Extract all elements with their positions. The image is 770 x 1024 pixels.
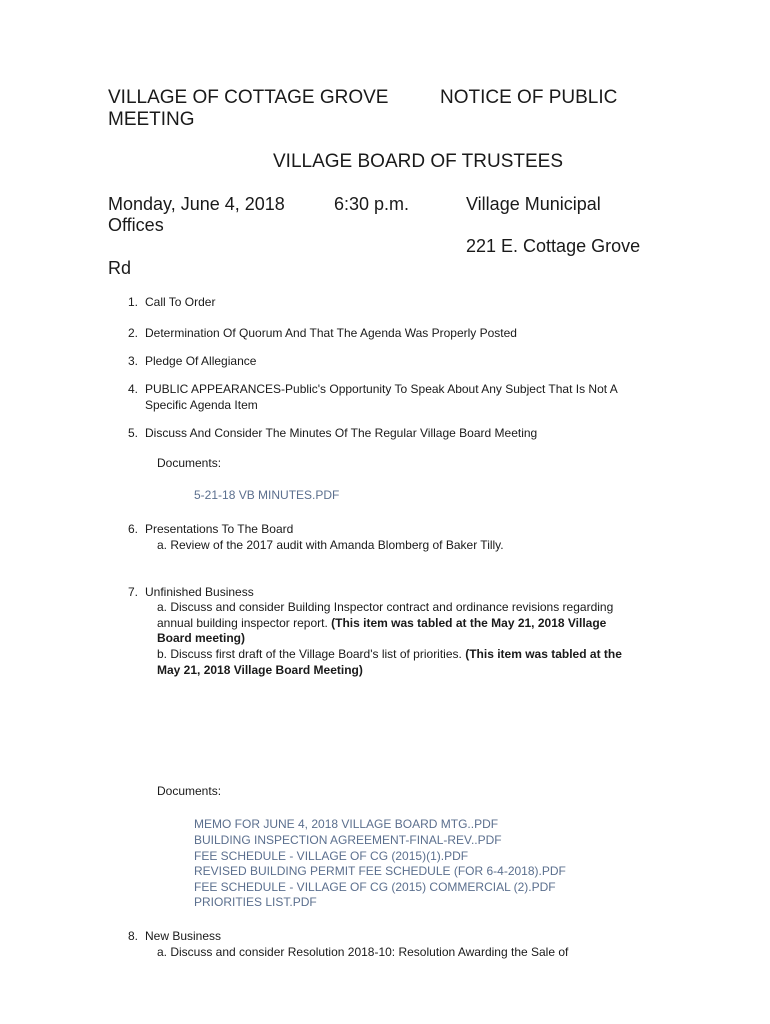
agenda-item-public-appearances-cont: Specific Agenda Item xyxy=(145,398,258,412)
board-title: VILLAGE BOARD OF TRUSTEES xyxy=(273,151,564,172)
agenda-number: 3. xyxy=(127,354,138,368)
documents-label: Documents: xyxy=(157,456,222,470)
agenda-number: 4. xyxy=(127,382,138,396)
meeting-address-cont: Rd xyxy=(108,258,132,278)
agenda-number: 2. xyxy=(127,326,138,340)
agenda-item-new-business: New Business xyxy=(145,929,222,943)
village-name: VILLAGE OF COTTAGE GROVE xyxy=(108,87,389,108)
document-link-revised-permit-fee[interactable]: REVISED BUILDING PERMIT FEE SCHEDULE (FOR 6-4-2018).PDF xyxy=(194,864,566,878)
agenda-subitem-building-inspector: a. Discuss and consider Building Inspector contract and ordinance revisions regarding xyxy=(157,600,614,614)
agenda-subitem-resolution: a. Discuss and consider Resolution 2018-10: Resolution Awarding the Sale of xyxy=(157,945,569,959)
agenda-number: 7. xyxy=(127,585,138,599)
meeting-date: Monday, June 4, 2018 xyxy=(108,194,285,214)
document-link-minutes[interactable]: 5-21-18 VB MINUTES.PDF xyxy=(194,488,340,502)
notice-title: NOTICE OF PUBLIC xyxy=(440,87,618,108)
meeting-time: 6:30 p.m. xyxy=(334,194,410,214)
tabled-note: (This item was tabled at the xyxy=(465,647,622,661)
subitem-text: annual building inspector report. xyxy=(157,616,328,630)
agenda-number: 1. xyxy=(127,295,138,309)
tabled-note-text: May 21, 2018 Village Board Meeting) xyxy=(157,663,363,677)
documents-label: Documents: xyxy=(157,784,222,798)
tabled-note-text: Board meeting) xyxy=(157,631,246,645)
document-link-priorities-list[interactable]: PRIORITIES LIST.PDF xyxy=(194,895,317,909)
notice-title-cont: MEETING xyxy=(108,109,195,130)
tabled-note-cont xyxy=(157,663,363,677)
document-link-inspection-agreement[interactable]: BUILDING INSPECTION AGREEMENT-FINAL-REV..PDF xyxy=(194,833,502,847)
agenda-number: 5. xyxy=(127,426,138,440)
subitem-text: b. Discuss first draft of the Village Board's list of priorities. xyxy=(157,647,462,661)
meeting-location: Village Municipal xyxy=(466,194,601,214)
agenda-item-unfinished-business: Unfinished Business xyxy=(145,585,254,599)
tabled-note-cont xyxy=(157,631,245,645)
tabled-note: (This item was tabled at the May 21, 2018 Village xyxy=(331,616,607,630)
agenda-number: 8. xyxy=(127,929,138,943)
agenda-item-presentations: Presentations To The Board xyxy=(145,522,294,536)
agenda-subitem-priorities xyxy=(157,647,622,661)
agenda-subitem-building-inspector-cont xyxy=(157,616,606,630)
meeting-address: 221 E. Cottage Grove xyxy=(466,236,641,256)
document-link-fee-schedule[interactable]: FEE SCHEDULE - VILLAGE OF CG (2015)(1).PDF xyxy=(194,849,469,863)
agenda-item-public-appearances: PUBLIC APPEARANCES-Public's Opportunity To Speak About Any Subject That Is Not A xyxy=(145,382,618,396)
document-link-fee-schedule-commercial[interactable]: FEE SCHEDULE - VILLAGE OF CG (2015) COMMERCIAL (2).PDF xyxy=(194,880,556,894)
document-link-memo[interactable]: MEMO FOR JUNE 4, 2018 VILLAGE BOARD MTG..PDF xyxy=(194,817,499,831)
meeting-location-cont: Offices xyxy=(108,215,164,235)
agenda-subitem-audit: a. Review of the 2017 audit with Amanda Blomberg of Baker Tilly. xyxy=(157,538,504,552)
agenda-item-quorum: Determination Of Quorum And That The Agenda Was Properly Posted xyxy=(145,326,517,340)
agenda-item-minutes: Discuss And Consider The Minutes Of The Regular Village Board Meeting xyxy=(145,426,538,440)
agenda-number: 6. xyxy=(127,522,138,536)
agenda-item-call-to-order: Call To Order xyxy=(145,295,216,309)
agenda-item-pledge: Pledge Of Allegiance xyxy=(145,354,257,368)
